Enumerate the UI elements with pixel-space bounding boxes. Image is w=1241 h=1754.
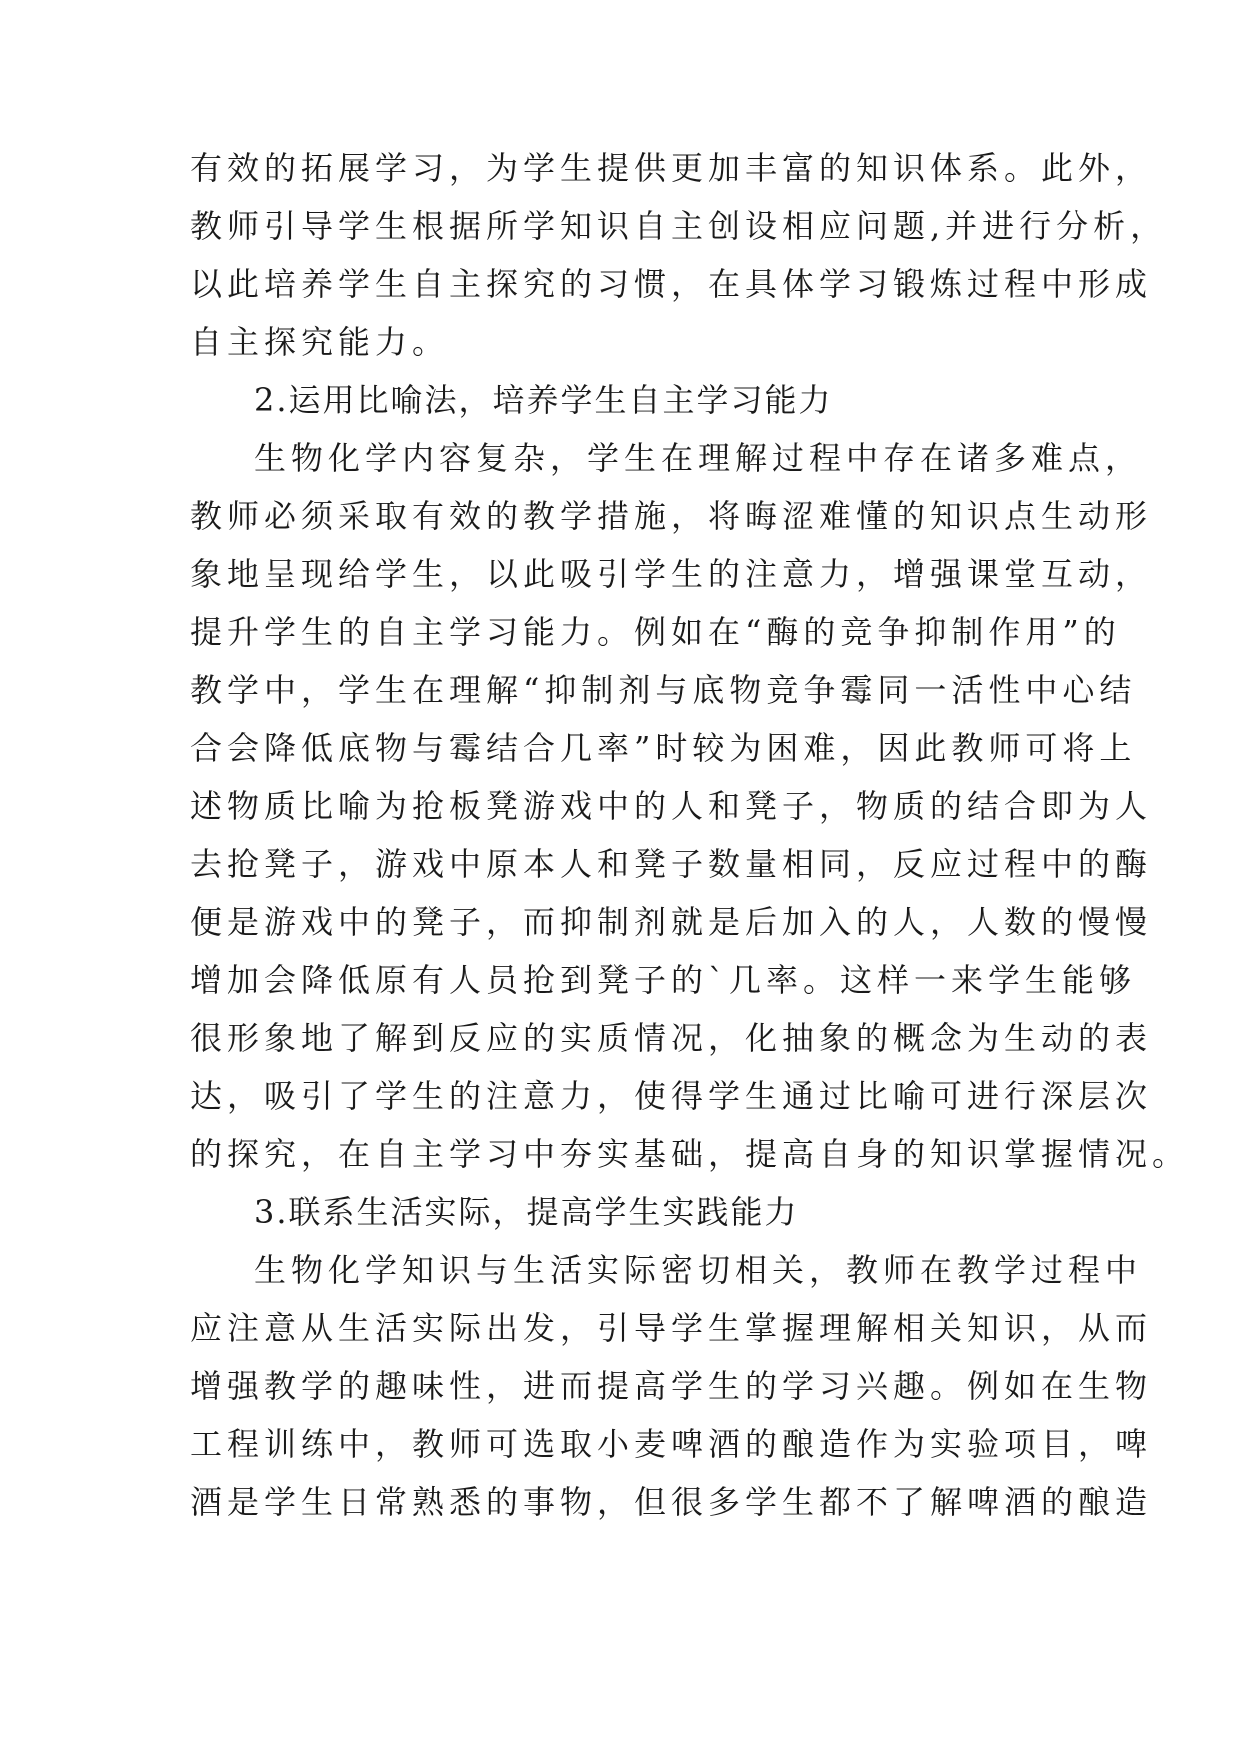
text-line-12: 述物质比喻为抢板凳游戏中的人和凳子，物质的结合即为人 — [190, 787, 1153, 825]
text-line-9: 提升学生的自主学习能力。例如在“酶的竞争抑制作用”的 — [190, 613, 1121, 651]
text-line-16: 很形象地了解到反应的实质情况，化抽象的概念为生动的表 — [190, 1019, 1153, 1057]
text-line-17: 达，吸引了学生的注意力，使得学生通过比喻可进行深层次 — [190, 1077, 1153, 1115]
section-heading-3: 3.联系生活实际，提高学生实践能力 — [254, 1193, 799, 1231]
text-line-22: 增强教学的趣味性，进而提高学生的学习兴趣。例如在生物 — [190, 1367, 1153, 1405]
text-line-23: 工程训练中，教师可选取小麦啤酒的酿造作为实验项目，啤 — [190, 1425, 1153, 1463]
text-line-10: 教学中，学生在理解“抑制剂与底物竞争霉同一活性中心结 — [190, 671, 1137, 709]
text-line-1: 有效的拓展学习，为学生提供更加丰富的知识体系。此外， — [190, 149, 1153, 187]
text-line-20: 生物化学知识与生活实际密切相关，教师在教学过程中 — [254, 1251, 1143, 1289]
text-line-7: 教师必须采取有效的教学措施，将晦涩难懂的知识点生动形 — [190, 497, 1153, 535]
text-line-4: 自主探究能力。 — [190, 323, 450, 361]
text-line-2: 教师引导学生根据所学知识自主创设相应问题,并进行分析， — [190, 207, 1168, 245]
text-line-15: 增加会降低原有人员抢到凳子的`几率。这样一来学生能够 — [190, 961, 1137, 999]
text-line-24: 酒是学生日常熟悉的事物，但很多学生都不了解啤酒的酿造 — [190, 1483, 1153, 1521]
text-line-6: 生物化学内容复杂，学生在理解过程中存在诸多难点， — [254, 439, 1143, 477]
text-line-8: 象地呈现给学生，以此吸引学生的注意力，增强课堂互动， — [190, 555, 1153, 593]
text-line-18: 的探究，在自主学习中夯实基础，提高自身的知识掌握情况。 — [190, 1135, 1190, 1173]
text-line-11: 合会降低底物与霉结合几率”时较为困难，因此教师可将上 — [190, 729, 1137, 767]
text-line-21: 应注意从生活实际出发，引导学生掌握理解相关知识，从而 — [190, 1309, 1153, 1347]
text-line-3: 以此培养学生自主探究的习惯，在具体学习锻炼过程中形成 — [190, 265, 1153, 303]
text-line-14: 便是游戏中的凳子，而抑制剂就是后加入的人，人数的慢慢 — [190, 903, 1153, 941]
text-line-13: 去抢凳子，游戏中原本人和凳子数量相同，反应过程中的酶 — [190, 845, 1153, 883]
section-heading-2: 2.运用比喻法，培养学生自主学习能力 — [254, 381, 833, 419]
